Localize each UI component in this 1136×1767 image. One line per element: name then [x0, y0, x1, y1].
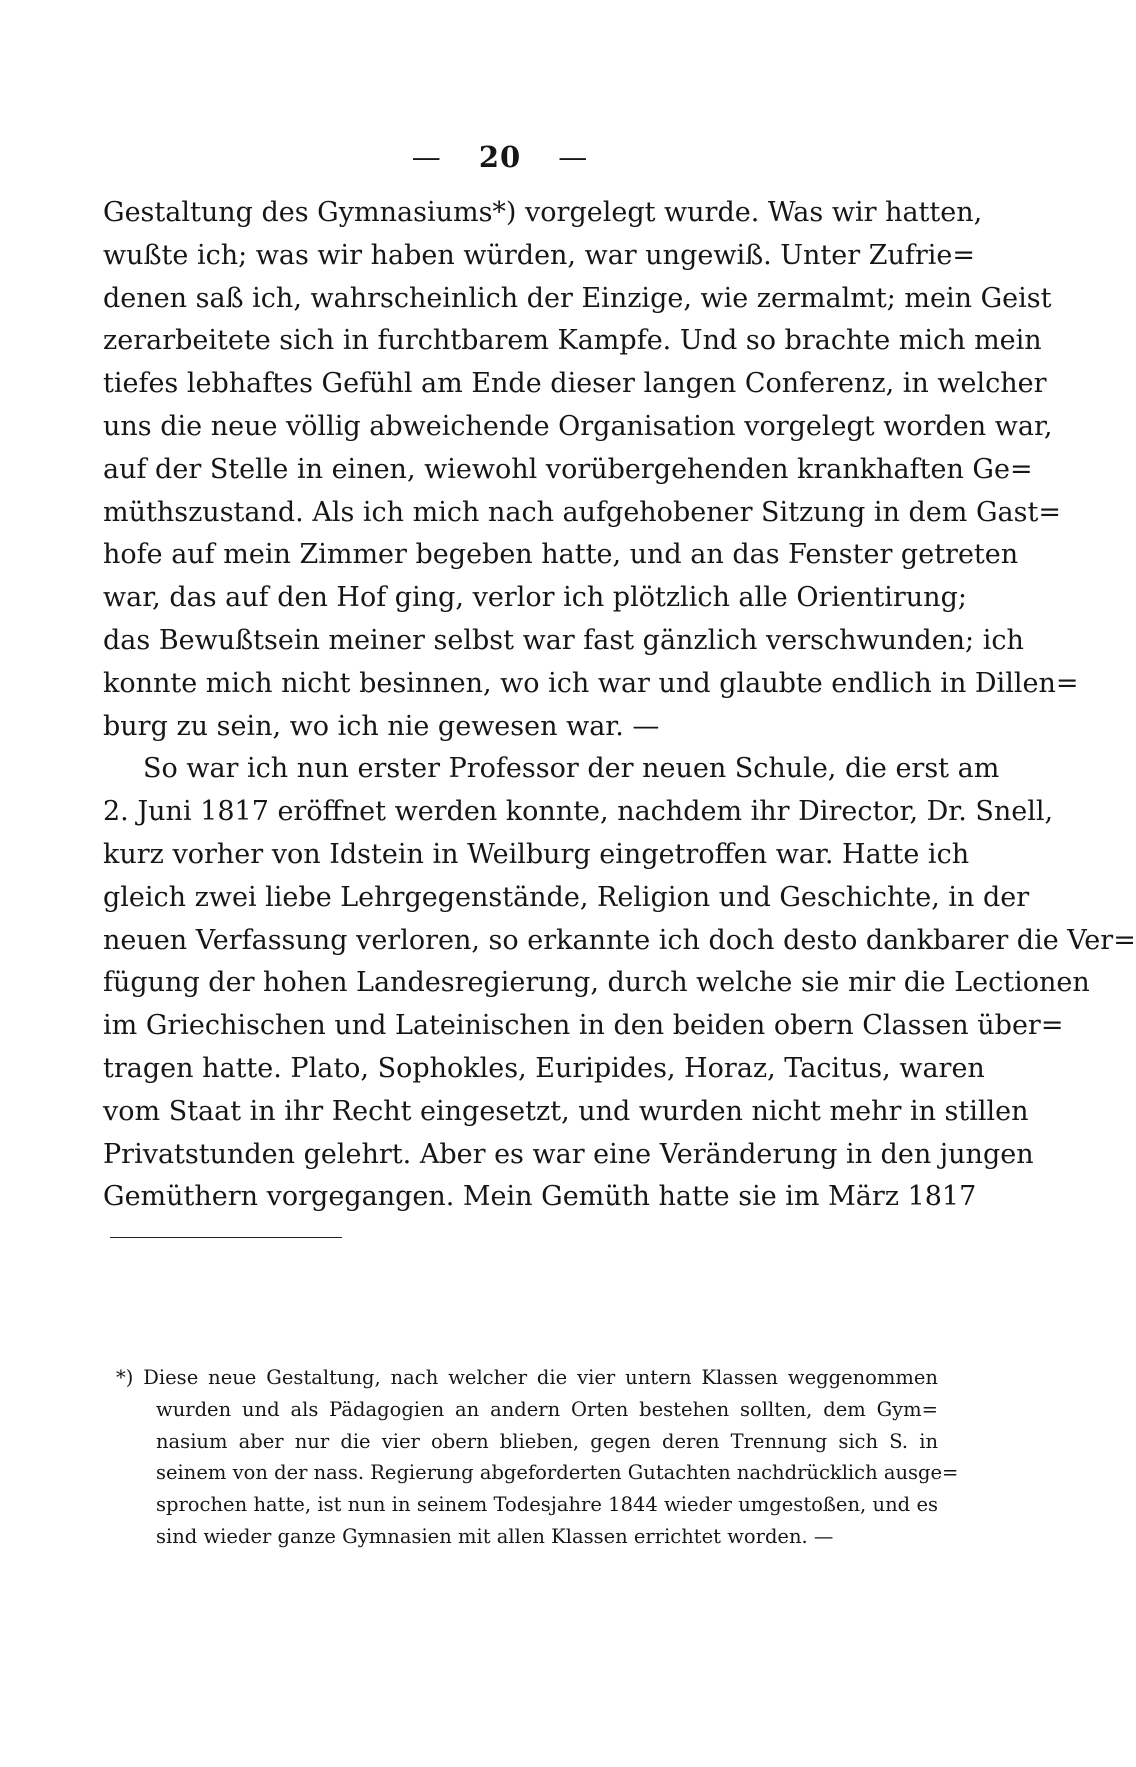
text-line: das Bewußtsein meiner selbst war fast gänzlich verschwunden; ich	[103, 624, 1024, 656]
header-dash-right: —	[558, 140, 589, 174]
footnote-line: sprochen hatte, ist nun in seinem Todesjahre 1844 wieder umgestoßen, und es	[156, 1493, 938, 1517]
text-line: wußte ich; was wir haben würden, war ungewiß. Unter Zufrie=	[103, 239, 976, 271]
text-line: Gemüthern vorgegangen. Mein Gemüth hatte sie im März 1817	[103, 1181, 977, 1213]
text-line: müthszustand. Als ich mich nach aufgehobener Sitzung in dem Gast=	[103, 496, 1061, 528]
footnote-line: wurden und als Pädagogien an andern Orten bestehen sollten, dem Gym=	[156, 1397, 938, 1421]
page-number: 20	[478, 140, 522, 174]
text-line: 2. Juni 1817 eröffnet werden konnte, nachdem ihr Director, Dr. Snell,	[103, 796, 1054, 828]
text-line: Gestaltung des Gymnasiums*) vorgelegt wurde. Was wir hatten,	[103, 197, 983, 228]
text-line: tiefes lebhaftes Gefühl am Ende dieser langen Conferenz, in welcher	[103, 368, 1047, 400]
text-line: vom Staat in ihr Recht eingesetzt, und wurden nicht mehr in stillen	[103, 1095, 1029, 1127]
page-header	[0, 140, 1000, 174]
text-line: konnte mich nicht besinnen, wo ich war und glaubte endlich in Dillen=	[103, 667, 1079, 699]
footnote-line: seinem von der nass. Regierung abgeforderten Gutachten nachdrücklich ausge=	[156, 1461, 959, 1485]
text-line: auf der Stelle in einen, wiewohl vorübergehenden krankhaften Ge=	[103, 453, 1033, 485]
text-line: im Griechischen und Lateinischen in den beiden obern Classen über=	[103, 1010, 1064, 1042]
text-line: zerarbeitete sich in furchtbarem Kampfe. Und so brachte mich mein	[103, 325, 1042, 357]
text-line: gleich zwei liebe Lehrgegenstände, Religion und Geschichte, in der	[103, 881, 1030, 913]
text-line: tragen hatte. Plato, Sophokles, Euripides, Horaz, Tacitus, waren	[103, 1052, 985, 1084]
text-line: Privatstunden gelehrt. Aber es war eine Veränderung in den jungen	[103, 1138, 1034, 1170]
footnote-line: sind wieder ganze Gymnasien mit allen Klassen errichtet worden. —	[156, 1524, 834, 1548]
footnote-line: *) Diese neue Gestaltung, nach welcher die vier untern Klassen weggenommen	[116, 1366, 938, 1389]
text-line: kurz vorher von Idstein in Weilburg eingetroffen war. Hatte ich	[103, 838, 970, 870]
footnote-divider	[110, 1237, 342, 1238]
text-line: hofe auf mein Zimmer begeben hatte, und an das Fenster getreten	[103, 539, 1019, 571]
text-line: fügung der hohen Landesregierung, durch welche sie mir die Lectionen	[103, 967, 1090, 999]
text-line: denen saß ich, wahrscheinlich der Einzige, wie zermalmt; mein Geist	[103, 282, 1052, 314]
body-text	[103, 192, 1136, 1219]
text-line: war, das auf den Hof ging, verlor ich plötzlich alle Orientirung;	[103, 582, 967, 614]
text-line-paragraph-start: So war ich nun erster Professor der neuen Schule, die erst am	[143, 753, 1000, 785]
text-line: uns die neue völlig abweichende Organisation vorgelegt worden war,	[103, 410, 1053, 442]
footnote	[116, 1362, 959, 1553]
header-dash-left: —	[411, 140, 442, 174]
text-line-paragraph-end: burg zu sein, wo ich nie gewesen war. —	[103, 710, 660, 742]
footnote-line: nasium aber nur die vier obern blieben, gegen deren Trennung sich S. in	[156, 1429, 938, 1453]
text-line: neuen Verfassung verloren, so erkannte ich doch desto dankbarer die Ver=	[103, 924, 1136, 956]
